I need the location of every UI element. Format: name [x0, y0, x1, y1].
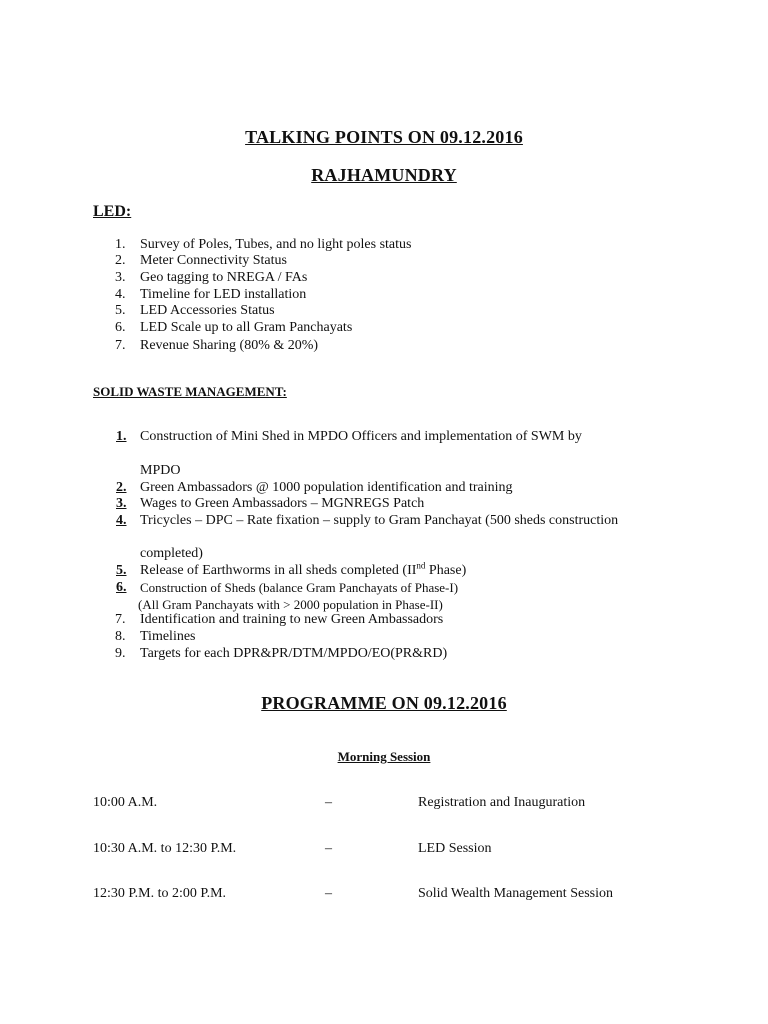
- led-item-text: Survey of Poles, Tubes, and no light poles status: [140, 237, 412, 252]
- swm-item-text: Wages to Green Ambassadors – MGNREGS Patch: [140, 496, 425, 511]
- swm-item-number: 7.: [115, 612, 126, 627]
- swm-item-text: Identification and training to new Green Ambassadors: [140, 612, 444, 627]
- swm-item-text: Targets for each DPR&PR/DTM/MPDO/EO(PR&RD): [140, 646, 448, 661]
- schedule-event: Solid Wealth Management Session: [418, 886, 613, 901]
- led-item-text: Timeline for LED installation: [140, 287, 307, 302]
- swm-item-number: 9.: [115, 646, 126, 661]
- led-item-number: 3.: [115, 270, 126, 285]
- schedule-time: 10:30 A.M. to 12:30 P.M.: [93, 841, 237, 856]
- swm-item-number: 2.: [116, 480, 127, 495]
- schedule-dash: –: [325, 841, 332, 856]
- swm-item-text: Construction of Mini Shed in MPDO Officers and implementation of SWM by: [140, 429, 582, 444]
- swm-item-number: 8.: [115, 629, 126, 644]
- swm-item-text: Timelines: [140, 629, 196, 644]
- swm-item-continuation: MPDO: [140, 463, 181, 478]
- swm-heading: SOLID WASTE MANAGEMENT:: [93, 384, 287, 399]
- led-item-text: Meter Connectivity Status: [140, 253, 287, 268]
- swm-item-text: Release of Earthworms in all sheds completed (IInd Phase): [140, 560, 467, 578]
- led-item-number: 7.: [115, 338, 126, 353]
- swm-item-continuation: (All Gram Panchayats with > 2000 population in Phase-II): [138, 597, 443, 612]
- schedule-event: LED Session: [418, 841, 492, 856]
- led-item-number: 6.: [115, 320, 126, 335]
- led-item-number: 5.: [115, 303, 126, 318]
- led-item-text: Geo tagging to NREGA / FAs: [140, 270, 308, 285]
- swm-item-continuation: completed): [140, 546, 203, 561]
- schedule-time: 10:00 A.M.: [93, 795, 158, 810]
- schedule-dash: –: [325, 886, 332, 901]
- swm-item-number: 6.: [116, 580, 127, 595]
- schedule-event: Registration and Inauguration: [418, 795, 586, 810]
- swm-item-text: Construction of Sheds (balance Gram Panchayats of Phase-I): [140, 580, 459, 595]
- place-title: RAJHAMUNDRY: [311, 165, 457, 185]
- swm-item-number: 4.: [116, 513, 127, 528]
- document-title: TALKING POINTS ON 09.12.2016: [245, 127, 523, 147]
- session-heading: Morning Session: [337, 749, 431, 764]
- programme-title: PROGRAMME ON 09.12.2016: [261, 693, 507, 713]
- schedule-time: 12:30 P.M. to 2:00 P.M.: [93, 886, 227, 901]
- swm-item-text: Tricycles – DPC – Rate fixation – supply to Gram Panchayat (500 sheds construction: [140, 513, 619, 528]
- led-item-text: Revenue Sharing (80% & 20%): [140, 338, 319, 353]
- led-item-number: 2.: [115, 253, 126, 268]
- led-item-number: 1.: [115, 237, 126, 252]
- led-item-number: 4.: [115, 287, 126, 302]
- swm-item-text: Green Ambassadors @ 1000 population identification and training: [140, 480, 513, 495]
- led-item-text: LED Accessories Status: [140, 303, 275, 318]
- led-heading: LED:: [93, 203, 132, 220]
- swm-item-number: 5.: [116, 563, 127, 578]
- led-item-text: LED Scale up to all Gram Panchayats: [140, 320, 353, 335]
- swm-item-number: 1.: [116, 429, 127, 444]
- swm-item-number: 3.: [116, 496, 127, 511]
- schedule-dash: –: [325, 795, 332, 810]
